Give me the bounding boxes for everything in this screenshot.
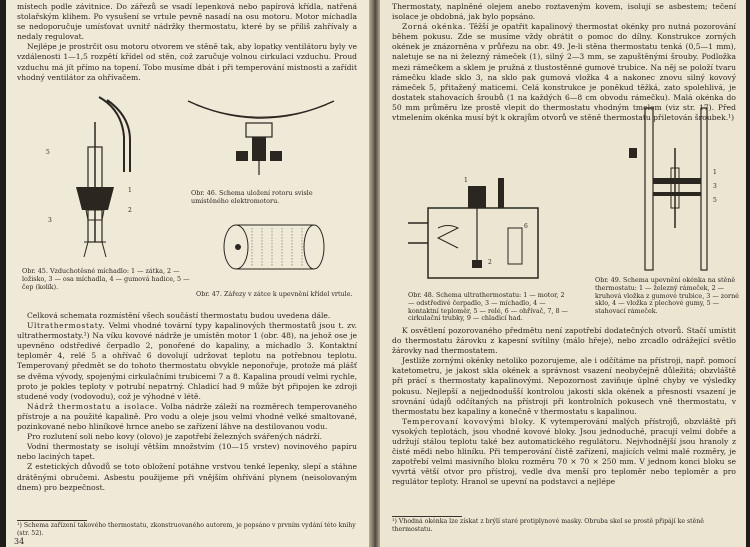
left-body3: Pro rozlutení soli nebo kovy (olovo) je zapotřebí železných svářených nádrží. [27,432,323,442]
left-top-text-block [17,2,357,83]
svg-text:1: 1 [128,187,132,194]
left-body5: Z estetických důvodů se toto obložení potáhne vrstvou tenké lepenky, slepí a stáhne drátěnými obručemi. Asbestu použijeme při vnějším ohřívání plynem (neisolovaným dnem) pro bezpečnost. [17,462,357,492]
right-body-block [392,326,736,488]
right-body2: K osvětlení pozorovaného předmětu není zapotřebí dodatečných otvorů. Stačí umístit do thermostatu žárovku z kapesní svítilny (málo hřeje), nebo zrcadlo odrážející světlo žárovky nad thermostatem. [392,326,736,356]
right-body4: K vytemperování malých přístrojů, obzvláště při vysokých teplotách, jsou vhodné kovové bloky. Jsou jednoduché, pracují velmi dobře a udržují stálou teplotu také bez automatického regulátoru. Nejvhodnější jsou hranoly z čisté mědi nebo hliníku. Při temperování čistě zařízení, majících velmi malé rozměry, je zapotřebí velmi masivního bloku rozměru 70 × 70 × 250 mm. V jednom konci bloku se vyvrtá větší otvor pro přístroj, vedle dva menší pro teploměr nebo teploměr a pro regulátor teploty. Hranol se upevní na podstavci a nejlépe [392,416,737,487]
left-page [6,0,369,547]
fig49-caption: Obr. 49. Schema upevnění okénka na stěně thermostatu: 1 — železný rámeček, 2 — kruhová vložka z gumové trubice, 3 — zorné sklo, 4 — vložka z plechové gumy, 5 — stahovací rámeček. [595,276,739,316]
left-para2: Nejlépe je prostrčit osu motoru otvorem ve stěně tak, aby lopatky ventilátoru byly ve vzdálenosti 1—1,5 rozpětí křídel od stěn, což zaručuje volnou cirkulaci vzduchu. Proud vzduchu má jít přímo na topení. Tobo musíme dbát i při temperování mistnosti a zařídit vhodný ventilátor za ohřívačem. [17,42,357,82]
left-intro: Celková schemata rozmístění všech součástí thermostatu budou uvedena dále. [27,311,331,320]
fig46-motor-drawing [186,95,336,177]
right-heading-kovove-bloky: Temperovaní kovovými bloky. [402,416,536,426]
fig48-ultrathermostat-drawing [408,168,558,286]
left-body2: Volba nádrže záleží na rozměrech temperovaného přístroje a na použité kapalině. Pro vodu a oleje jsou velmi vhodné velké smaltované, pozinkované nebo hliníkové hrnce anebo se zařízení láhve na destilovanou vodu. [17,401,357,432]
left-heading-ultrathermostaty: Ultrathermostaty. [27,321,106,331]
fig45-caption: Obr. 45. Vzduchotěsné míchadlo: 1 — zátka, 2 — ložisko, 3 — osa míchadla, 4 — gumová hadice, 5 — čep (kolík). [22,267,190,291]
left-body-block [17,311,357,493]
left-heading-nadrz: Nádrž thermostatu a isolace. [27,401,158,411]
right-top-text-block [392,2,736,123]
fig49-window-drawing [615,108,740,270]
left-top-text: místech podle závitnice. Do zářezů se vsadí lepenková nebo papírová křídla, natřená stolařským klihem. Po vysušení se vrtule pevně nasadí na osu motoru. Motor míchadla se nedoporučuje umísťovat uvnitř nádržky thermostatu, které by se příliš zahřívaly a nedaly regulovat. [17,2,357,42]
fig47-caption: Obr. 47. Zářezy v zátce k upevnění křídel vrtule. [196,290,353,298]
right-footnote-rule [392,516,462,517]
left-body4: Vodní thermostaty se isolují větším množstvím (10—15 vrstev) novinového papíru nebo laciných tapet. [17,442,357,462]
fig46-caption: Obr. 46. Schema uložení rotoru svisle umístěného elektromotoru. [191,189,313,205]
left-footnote: ¹) Schema zařízení takového thermostatu, zkonstruovaného autorem, je popsáno v prvním vydání této knihy (str. 52). [17,522,356,537]
left-footnote-rule [17,520,87,521]
svg-text:3: 3 [48,217,52,224]
svg-text:6: 6 [524,223,528,230]
left-page-number: 34 [14,537,25,546]
svg-text:2: 2 [128,207,132,214]
left-body1: Velmi vhodné tovární typy kapalinových thermostatů jsou t. zv. ultrathermostaty.¹) Na víku kovové nádrže je umístěn motor 1 (obr. 48), na jehož ose je upevněno odstředivé čerpadlo 2, ponořené do kapaliny, a míchadlo 3. Kontaktní teploměr 4, relé 5 a ohřívač 6 dovolují udržovat teplotu na potřebnou teplotu. Temperovaný předmět se do tohoto thermostatu obvykle neponořuje, protože má plášť se dvěma vývody, spojenými cirkulačními trubicemi 7 a 8. Kapalina proudí velmi rychle, proto je pokles teploty v potrubí nepatrný. Chladicí had 9 může být připojen ke zdroji studené vody (vodovodu), což je výhodné v létě. [17,321,357,401]
svg-text:2: 2 [488,259,492,266]
svg-text:1: 1 [713,169,717,176]
fig48-caption: Obr. 48. Schema ultrathermostatu: 1 — motor, 2 — odstředivé čerpadlo, 3 — míchadlo, 4 — kontaktní teploměr, 5 — relé, 6 — ohřívač, 7, 8 — cirkulační trubky, 9 — chladicí had. [408,291,568,323]
svg-text:3: 3 [713,183,717,190]
right-page [380,0,746,547]
svg-text:5: 5 [46,149,50,156]
svg-text:5: 5 [713,197,717,204]
right-top-text: Thermostaty, naplněné olejem anebo roztaveným kovem, isolují se asbestem; tečení isolace je obdobná, jak bylo popsáno. [392,2,736,22]
right-body3: Jestliže zornými okénky netolikо pozorujeme, ale i odčítáme na přístroji, např. pomocí katetometru, je jakost skla okének a správnost vsazení neobyčejně důležitá; obzvláště při prácí s thermostaty kapalinovými. Nepozornost zaviňuje úplné chyby ve výsledky pokusu. Nejlepší a nejjednodušší kontrolou jakosti skla okének a přesnosti vsazení je srovnání údajů odčítaných na přístroji při kontrolních pokusech vně thermostatu, v thermostatu bez kapaliny a konečně v thermostatu s kapalinou. [392,356,736,416]
svg-text:1: 1 [464,177,468,184]
right-body1: Těžší je opatřit kapalinový thermostat okénky pro nutná pozorování během pokusu. Zde se musíme vždy obrátit o pomoc do dílny. Konstrukce zorných okének je znázorněna v průřezu na obr. 49. Je-li stěna thermostatu tenká (0,5—1 mm), naletuje se na ni železný rámeček (1), silný 2—3 mm, se zapuštěnými šrouby. Podložka mezi rámečkem a sklem je pružná z tlustostěnné gumové trubice. Na něj se položí tvaru rámečku klade sklo 3, na sklo pak gumová vložka 4 a nakonec znovu silný kovový rámeček 5, přitažený maticemi. Celá konstrukce je poněkud těžká, zato spolehlivá, je dostatek stahovacích šroubů (1 na každých 6—8 cm obvodu rámečku). Malá okénka do 50 mm průměru lze prostě vlepit do thermostatu vhodným tmelem (viz str. 17). Před vtmelením okénka musí být k okrajům otvorů ve stěně thermostatu přiletován šroubek.¹) [392,22,736,123]
right-footnote: ¹) Vhodná okénka lze získat z brýlí staré protiplynové masky. Obruba skel se prostě připájí ke stěně thermostatu. [392,518,704,533]
book-gutter [369,0,380,547]
right-heading-zorna-okenka: Zorná okénka. [402,22,466,32]
fig47-cork-drawing [222,222,332,272]
fig45-stirrer-drawing [44,92,144,262]
